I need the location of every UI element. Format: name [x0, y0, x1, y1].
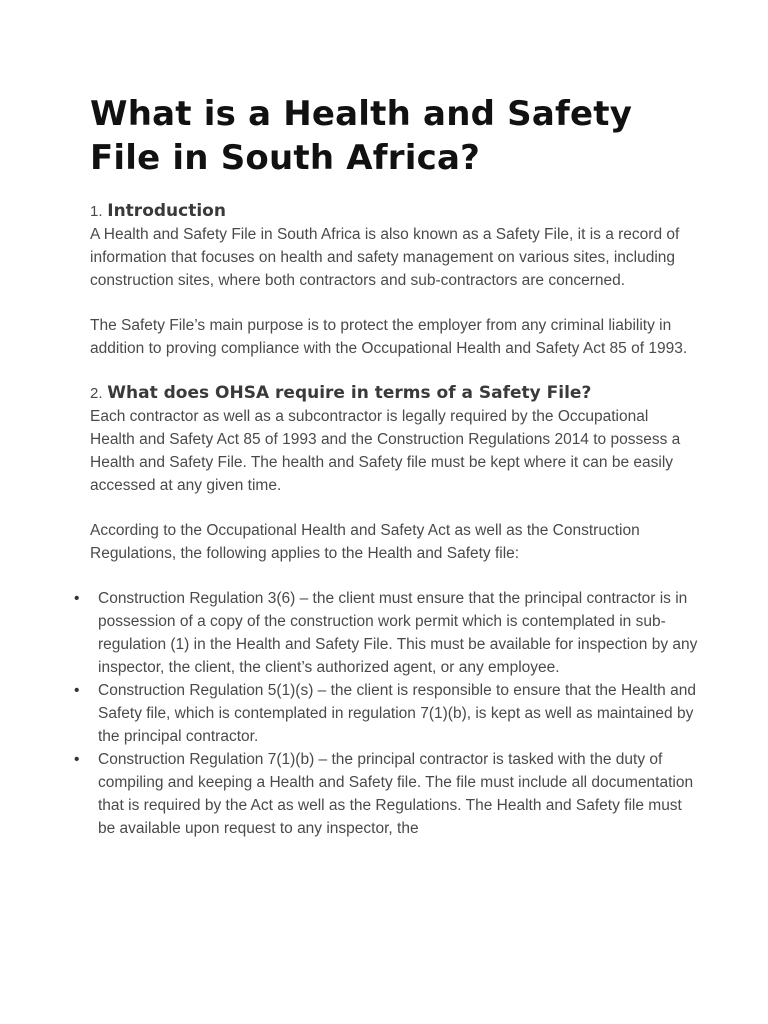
list-item [74, 587, 698, 679]
page-title: What is a Health and Safety File in South Africa? [90, 94, 633, 178]
section-number: 1. [90, 203, 103, 220]
list-item-text: Construction Regulation 5(1)(s) – the client is responsible to ensure that the Health and Safety file, which is contemplated in regulation 7(1)(b), is kept as well as maintained by the principal contractor. [98, 682, 696, 745]
section-heading-ohsa [90, 382, 690, 405]
section-heading-introduction [90, 200, 690, 223]
bullet-icon: • [74, 590, 80, 607]
bullet-icon: • [74, 682, 80, 699]
paragraph: Each contractor as well as a subcontractor is legally required by the Occupational Health and Safety Act 85 of 1993 and the Construction Regulations 2014 to possess a Health and Safety File. The health and Safety file must be kept where it can be easily accessed at any given time. [90, 408, 681, 494]
regulation-list [74, 587, 698, 840]
paragraph: According to the Occupational Health and Safety Act as well as the Construction Regulations, the following applies to the Health and Safety file: [90, 522, 640, 562]
section-title: Introduction [107, 201, 226, 221]
paragraph: A Health and Safety File in South Africa is also known as a Safety File, it is a record of information that focuses on health and safety management on various sites, including construction sites, where both contractors and sub-contractors are concerned. [90, 226, 680, 289]
paragraph: The Safety File’s main purpose is to protect the employer from any criminal liability in addition to proving compliance with the Occupational Health and Safety Act 85 of 1993. [90, 317, 688, 357]
list-item [74, 679, 698, 748]
section-title: What does OHSA require in terms of a Safety File? [107, 383, 592, 403]
bullet-icon: • [74, 751, 80, 768]
document-content [74, 92, 698, 840]
list-item-text: Construction Regulation 7(1)(b) – the principal contractor is tasked with the duty of compiling and keeping a Health and Safety file. The file must include all documentation that is required by the Act as well as the Regulations. The Health and Safety file must be available upon request to any inspector, the [98, 751, 694, 837]
section-number: 2. [90, 385, 103, 402]
list-item-text: Construction Regulation 3(6) – the client must ensure that the principal contractor is in possession of a copy of the construction work permit which is contemplated in sub-regulation (1) in the Health and Safety File. This must be available for inspection by any inspector, the client, the client’s authorized agent, or any employee. [98, 590, 698, 676]
list-item [74, 748, 698, 840]
